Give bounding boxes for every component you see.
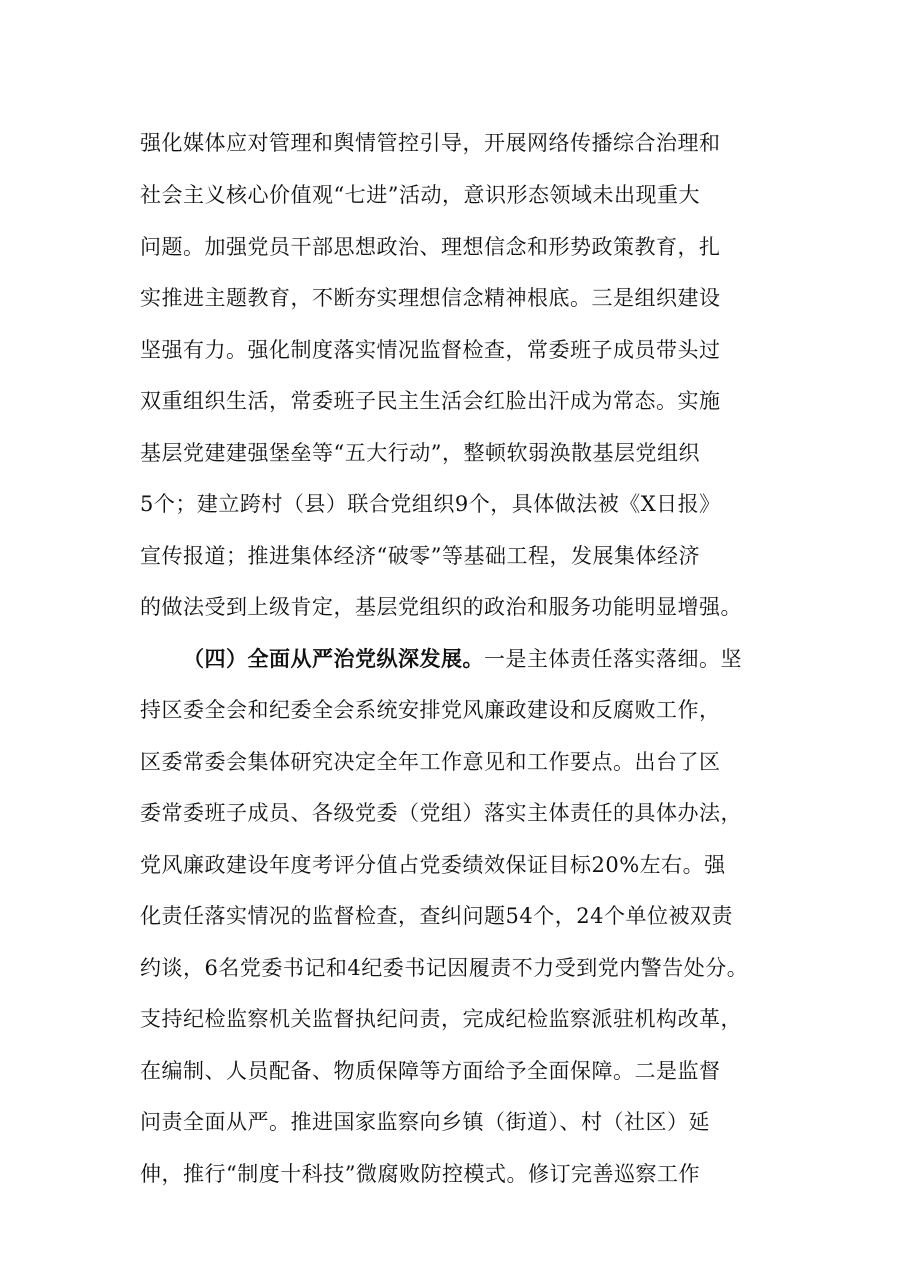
section-first-line [183, 644, 883, 674]
text-line: 双重组织生活，常委班子民主生活会红脸出汗成为常态。实施 [140, 389, 721, 413]
text-line: 5个；建立跨村（县）联合党组织9个，具体做法被《X日报》 [140, 492, 721, 516]
text-line: 问责全面从严。推进国家监察向乡镇（街道）、村（社区）延 [140, 1110, 710, 1134]
text-line: 化责任落实情况的监督检查，查纠问题54个，24个单位被双责 [140, 904, 733, 928]
section-heading: （四）全面从严治党纵深发展。 [183, 646, 484, 671]
text-line: 党风廉政建设年度考评分值占党委绩效保证目标20%左右。强 [140, 853, 726, 877]
text-line: 的做法受到上级肯定，基层党组织的政治和服务功能明显增强。 [140, 595, 742, 619]
section-first-line-text: 一是主体责任落实落细。坚 [484, 647, 742, 671]
text-line: 委常委班子成员、各级党委（党组）落实主体责任的具体办法， [140, 801, 742, 825]
text-line: 在编制、人员配备、物质保障等方面给予全面保障。二是监督 [140, 1059, 721, 1083]
text-line: 支持纪检监察机关监督执纪问责，完成纪检监察派驻机构改革， [140, 1007, 742, 1031]
text-line: 区委常委会集体研究决定全年工作意见和工作要点。出台了区 [140, 750, 721, 774]
text-line: 社会主义核心价值观“七进”活动，意识形态领域未出现重大 [140, 183, 700, 207]
text-line: 持区委全会和纪委全会系统安排党风廉政建设和反腐败工作， [140, 698, 721, 722]
text-line: 约谈，6名党委书记和4纪委书记因履责不力受到党内警告处分。 [140, 956, 749, 980]
text-line: 伸，推行“制度十科技”微腐败防控模式。修订完善巡察工作 [140, 1162, 700, 1186]
text-line: 基层党建建强堡垒等“五大行动”，整顿软弱涣散基层党组织 [140, 441, 700, 465]
text-line: 坚强有力。强化制度落实情况监督检查，常委班子成员带头过 [140, 338, 721, 362]
text-line: 问题。加强党员干部思想政治、理想信念和形势政策教育，扎 [140, 235, 721, 259]
text-line: 实推进主题教育，不断夯实理想信念精神根底。三是组织建设 [140, 286, 721, 310]
text-line: 强化媒体应对管理和舆情管控引导，开展网络传播综合治理和 [140, 131, 721, 155]
text-line: 宣传报道；推进集体经济“破零”等基础工程，发展集体经济 [140, 544, 700, 568]
